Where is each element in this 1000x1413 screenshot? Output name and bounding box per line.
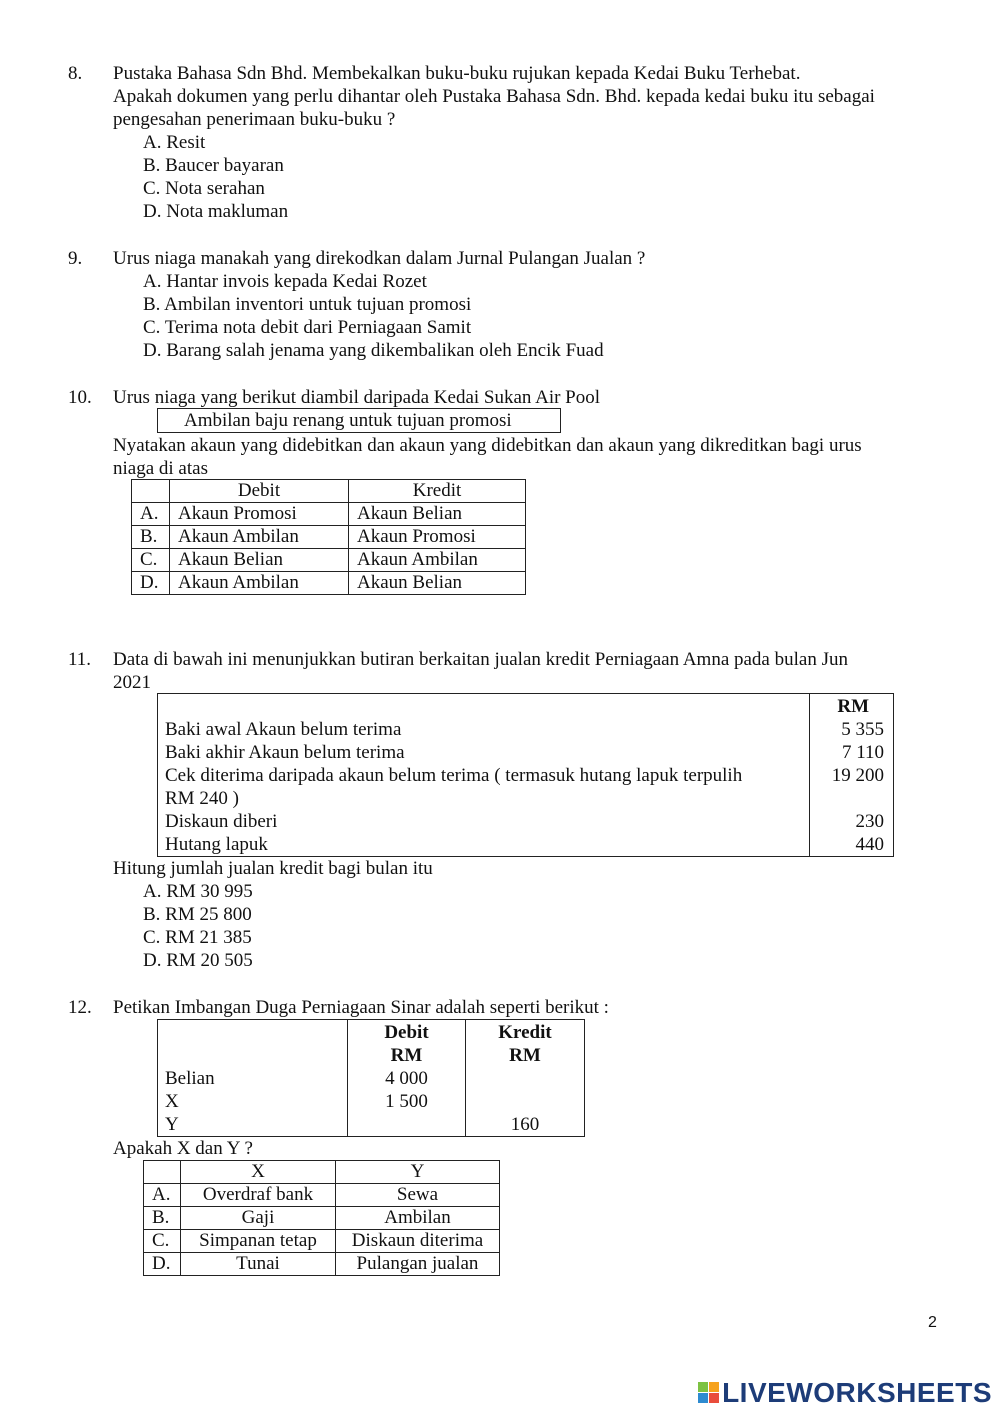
- table-cell: Sewa: [336, 1184, 500, 1207]
- q11-number: 11.: [68, 649, 92, 670]
- q12-header-debit: Debit: [384, 1022, 429, 1043]
- liveworksheets-brand-text: LIVEWORKSHEETS: [722, 1377, 992, 1408]
- table-cell: C.: [144, 1230, 181, 1253]
- q12-text: Petikan Imbangan Duga Perniagaan Sinar adalah seperti berikut :: [113, 997, 609, 1018]
- q11-option-b: B. RM 25 800: [143, 904, 252, 925]
- q10-transaction-text: Ambilan baju renang untuk tujuan promosi: [184, 410, 512, 431]
- q12-answer-table: [143, 1160, 500, 1276]
- table-cell: Akaun Ambilan: [349, 549, 526, 572]
- table-row: [132, 549, 526, 572]
- table-header-row: [132, 480, 526, 503]
- table-row: [144, 1207, 500, 1230]
- q8-number: 8.: [68, 63, 83, 84]
- liveworksheets-logo[interactable]: [698, 1377, 992, 1409]
- table-cell: Pulangan jualan: [336, 1253, 500, 1276]
- q8-text-line-1: Pustaka Bahasa Sdn Bhd. Membekalkan buku-buku rujukan kepada Kedai Buku Terhebat.: [113, 63, 801, 84]
- q11-row-label: Baki awal Akaun belum terima: [165, 719, 402, 740]
- q11-row-value: 230: [855, 811, 884, 832]
- q11-header-rm: RM: [837, 696, 869, 717]
- table-cell: Akaun Belian: [170, 549, 349, 572]
- table-cell: Overdraf bank: [181, 1184, 336, 1207]
- q12-number: 12.: [68, 997, 92, 1018]
- table-row: [144, 1184, 500, 1207]
- q9-option-d: D. Barang salah jenama yang dikembalikan oleh Encik Fuad: [143, 340, 604, 361]
- q11-question: Hitung jumlah jualan kredit bagi bulan itu: [113, 858, 433, 879]
- q10-transaction-box: [157, 408, 561, 433]
- q10-question-line-1: Nyatakan akaun yang didebitkan dan akaun yang didebitkan dan akaun yang dikreditkan bagi urus: [113, 435, 862, 456]
- table-row: [132, 526, 526, 549]
- q9-number: 9.: [68, 248, 83, 269]
- q12-row-label: Belian: [165, 1068, 215, 1089]
- q12-row-debit: 1 500: [385, 1091, 428, 1112]
- table-cell: Akaun Promosi: [349, 526, 526, 549]
- q8-text-line-3: pengesahan penerimaan buku-buku ?: [113, 109, 396, 130]
- table-row: [132, 572, 526, 595]
- table-row: [144, 1253, 500, 1276]
- table-cell: Akaun Ambilan: [170, 572, 349, 595]
- q10-number: 10.: [68, 387, 92, 408]
- q8-text-line-2: Apakah dokumen yang perlu dihantar oleh Pustaka Bahasa Sdn. Bhd. kepada kedai buku itu sebagai: [113, 86, 875, 107]
- q11-option-c: C. RM 21 385: [143, 927, 252, 948]
- q12-row-label: X: [165, 1091, 179, 1112]
- table-header-row: [144, 1161, 500, 1184]
- q11-option-d: D. RM 20 505: [143, 950, 253, 971]
- q12-header-debit-rm: RM: [390, 1045, 423, 1066]
- table-cell: A.: [132, 503, 170, 526]
- table-cell: B.: [132, 526, 170, 549]
- q9-option-c: C. Terima nota debit dari Perniagaan Samit: [143, 317, 472, 338]
- q9-option-b: B. Ambilan inventori untuk tujuan promosi: [143, 294, 472, 315]
- q8-option-d: D. Nota makluman: [143, 201, 289, 222]
- table-cell: C.: [132, 549, 170, 572]
- q10-question-line-2: niaga di atas: [113, 458, 208, 479]
- table-cell: Gaji: [181, 1207, 336, 1230]
- table-header-debit: Debit: [170, 480, 349, 503]
- page-number: 2: [928, 1314, 937, 1331]
- q12-header-kredit-rm: RM: [509, 1045, 541, 1066]
- q12-row-label: Y: [165, 1114, 179, 1135]
- table-cell: Akaun Belian: [349, 503, 526, 526]
- table-header-y: Y: [336, 1161, 500, 1184]
- q11-row-value: 5 355: [841, 719, 884, 740]
- q11-row-value: 19 200: [831, 765, 884, 786]
- q8-option-a: A. Resit: [143, 132, 206, 153]
- table-cell: Tunai: [181, 1253, 336, 1276]
- table-cell: D.: [144, 1253, 181, 1276]
- table-header-kredit: Kredit: [349, 480, 526, 503]
- q11-data-box: [157, 693, 894, 857]
- table-cell: [144, 1161, 181, 1184]
- q8-option-b: B. Baucer bayaran: [143, 155, 284, 176]
- table-cell: B.: [144, 1207, 181, 1230]
- q11-row-label: Diskaun diberi: [165, 811, 278, 832]
- q12-question: Apakah X dan Y ?: [113, 1138, 253, 1159]
- table-cell: [132, 480, 170, 503]
- table-cell: Akaun Ambilan: [170, 526, 349, 549]
- q10-text: Urus niaga yang berikut diambil daripada Kedai Sukan Air Pool: [113, 387, 601, 408]
- q8-option-c: C. Nota serahan: [143, 178, 265, 199]
- table-row: [144, 1230, 500, 1253]
- q9-option-a: A. Hantar invois kepada Kedai Rozet: [143, 271, 427, 292]
- q9-text: Urus niaga manakah yang direkodkan dalam Jurnal Pulangan Jualan ?: [113, 248, 646, 269]
- table-header-x: X: [181, 1161, 336, 1184]
- table-cell: Ambilan: [336, 1207, 500, 1230]
- liveworksheets-logo-icon: [698, 1382, 720, 1404]
- table-cell: Akaun Promosi: [170, 503, 349, 526]
- q11-text-line-1: Data di bawah ini menunjukkan butiran berkaitan jualan kredit Perniagaan Amna pada bulan Jun: [113, 649, 848, 670]
- q12-row-kredit: 160: [510, 1114, 540, 1135]
- q10-answer-table: [131, 479, 526, 595]
- q12-row-debit: 4 000: [385, 1068, 428, 1089]
- q11-row-label: Baki akhir Akaun belum terima: [165, 742, 405, 763]
- table-row: [132, 503, 526, 526]
- table-cell: D.: [132, 572, 170, 595]
- table-cell: Diskaun diterima: [336, 1230, 500, 1253]
- q11-row-label: Hutang lapuk: [165, 834, 268, 855]
- q11-row-value: 440: [855, 834, 884, 855]
- q11-row-value: 7 110: [841, 742, 884, 763]
- table-cell: Simpanan tetap: [181, 1230, 336, 1253]
- q11-row-label: Cek diterima daripada akaun belum terima ( termasuk hutang lapuk terpulih: [165, 765, 743, 786]
- table-cell: A.: [144, 1184, 181, 1207]
- q11-option-a: A. RM 30 995: [143, 881, 253, 902]
- q12-trial-balance-box: [157, 1019, 585, 1137]
- table-cell: Akaun Belian: [349, 572, 526, 595]
- q11-text-line-2: 2021: [113, 672, 151, 693]
- q12-header-kredit: Kredit: [498, 1022, 552, 1043]
- q11-row-label: RM 240 ): [165, 788, 239, 809]
